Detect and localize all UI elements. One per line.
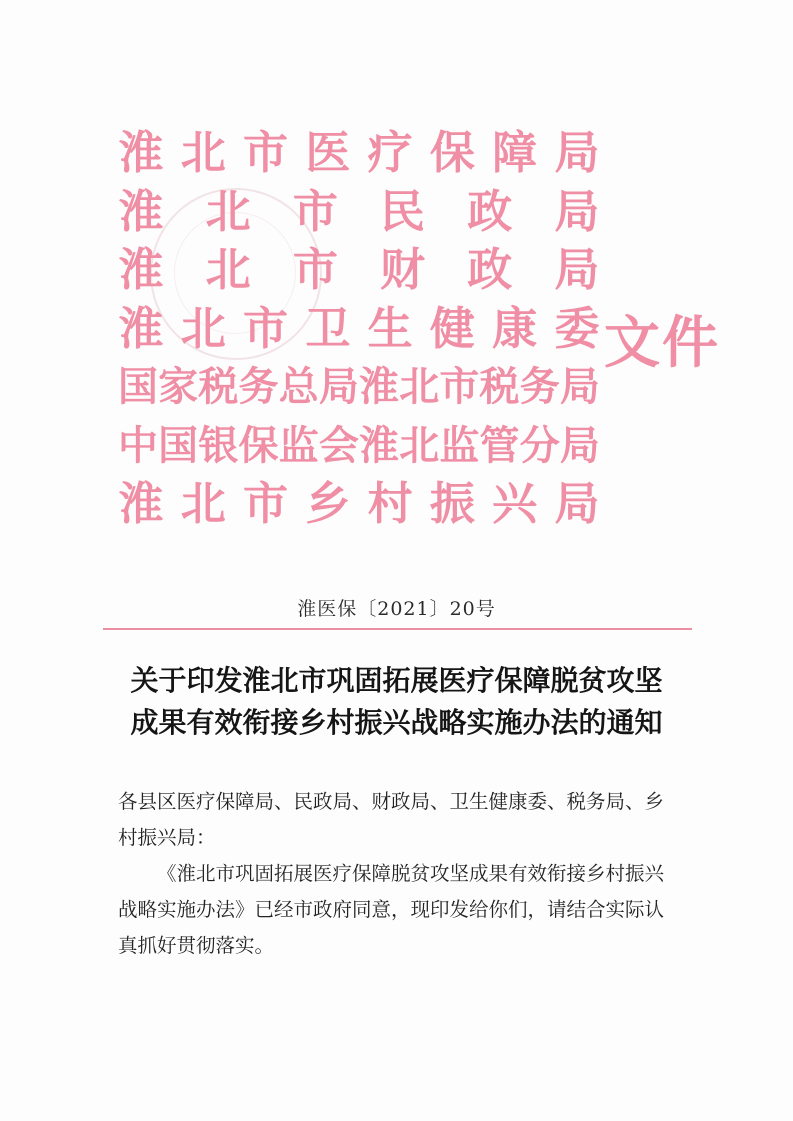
issuer-row bbox=[118, 241, 600, 300]
issuer-char: 北 bbox=[205, 243, 251, 297]
issuer-char: 康 bbox=[492, 301, 538, 355]
issuer-char: 保 bbox=[429, 126, 475, 180]
issuer-char: 中 bbox=[118, 421, 158, 469]
issuer-char: 市 bbox=[243, 126, 289, 180]
issuer-char: 分 bbox=[519, 421, 560, 469]
issuer-char: 局 bbox=[554, 477, 600, 531]
issuer-char: 家 bbox=[158, 363, 199, 411]
issuer-char: 局 bbox=[559, 421, 600, 469]
issuer-char: 局 bbox=[554, 126, 600, 180]
issuer-char: 淮 bbox=[118, 243, 164, 297]
issuer-char: 局 bbox=[554, 184, 600, 238]
issuer-row bbox=[118, 124, 600, 183]
issuer-char: 市 bbox=[243, 301, 289, 355]
document-number: 淮医保〔2021〕20号 bbox=[297, 598, 496, 620]
issuer-char: 淮 bbox=[118, 301, 164, 355]
issuer-char: 北 bbox=[180, 126, 226, 180]
issuer-row bbox=[118, 300, 600, 359]
issuer-char: 局 bbox=[559, 363, 600, 411]
issuer-char: 北 bbox=[180, 301, 226, 355]
issuer-char: 委 bbox=[554, 301, 600, 355]
issuer-row bbox=[118, 183, 600, 242]
issuer-char: 淮 bbox=[118, 184, 164, 238]
issuer-char: 北 bbox=[399, 421, 440, 469]
issuer-char: 村 bbox=[367, 477, 413, 531]
issuer-char: 淮 bbox=[359, 421, 400, 469]
issuer-char: 北 bbox=[180, 477, 226, 531]
issuer-char: 政 bbox=[467, 243, 513, 297]
body-paragraph: 《淮北市巩固拓展医疗保障脱贫攻坚成果有效衔接乡村振兴战略实施办法》已经市政府同意，现印发给你们，请结合实际认真抓好贯彻落实。 bbox=[118, 862, 665, 957]
issuer-char: 市 bbox=[292, 184, 338, 238]
issuer-char: 民 bbox=[380, 184, 426, 238]
issuer-char: 生 bbox=[367, 301, 413, 355]
issuer-char: 监 bbox=[439, 421, 480, 469]
title-line-1: 关于印发淮北市巩固拓展医疗保障脱贫攻坚 bbox=[130, 664, 663, 697]
issuer-char: 市 bbox=[292, 243, 338, 297]
issuer-char: 兴 bbox=[492, 477, 538, 531]
issuer-char: 国 bbox=[158, 421, 199, 469]
issuer-char: 障 bbox=[492, 126, 538, 180]
issuer-char: 局 bbox=[318, 363, 359, 411]
issuer-row bbox=[118, 358, 600, 417]
issuer-char: 乡 bbox=[305, 477, 351, 531]
issuer-char: 会 bbox=[318, 421, 359, 469]
issuer-char: 国 bbox=[118, 363, 158, 411]
issuer-char: 市 bbox=[243, 477, 289, 531]
issuer-char: 管 bbox=[479, 421, 520, 469]
issuer-char: 财 bbox=[380, 243, 426, 297]
issuer-char: 淮 bbox=[118, 477, 164, 531]
issuer-char: 务 bbox=[238, 363, 279, 411]
document-title bbox=[100, 660, 693, 744]
issuer-char: 淮 bbox=[359, 363, 400, 411]
issuer-char: 银 bbox=[198, 421, 239, 469]
issuer-char: 卫 bbox=[305, 301, 351, 355]
issuer-char: 医 bbox=[305, 126, 351, 180]
issuer-char: 北 bbox=[205, 184, 251, 238]
issuer-char: 务 bbox=[519, 363, 560, 411]
issuing-authorities bbox=[118, 124, 600, 534]
issuer-char: 疗 bbox=[367, 126, 413, 180]
issuer-char: 政 bbox=[467, 184, 513, 238]
issuer-char: 监 bbox=[278, 421, 319, 469]
issuer-row bbox=[118, 475, 600, 534]
document-type-label: 文件 bbox=[604, 311, 720, 376]
issuer-char: 北 bbox=[399, 363, 440, 411]
issuer-char: 税 bbox=[479, 363, 520, 411]
issuer-char: 振 bbox=[429, 477, 475, 531]
issuer-char: 保 bbox=[238, 421, 279, 469]
issuer-char: 健 bbox=[429, 301, 475, 355]
document-body bbox=[118, 784, 678, 964]
issuer-char: 淮 bbox=[118, 126, 164, 180]
issuer-char: 税 bbox=[198, 363, 239, 411]
header-divider bbox=[103, 628, 692, 630]
issuer-char: 局 bbox=[554, 243, 600, 297]
addressee-line: 各县区医疗保障局、民政局、财政局、卫生健康委、税务局、乡村振兴局： bbox=[118, 790, 665, 849]
title-line-2: 成果有效衔接乡村振兴战略实施办法的通知 bbox=[130, 706, 663, 739]
issuer-char: 总 bbox=[278, 363, 319, 411]
issuer-row bbox=[118, 417, 600, 476]
issuer-char: 市 bbox=[439, 363, 480, 411]
